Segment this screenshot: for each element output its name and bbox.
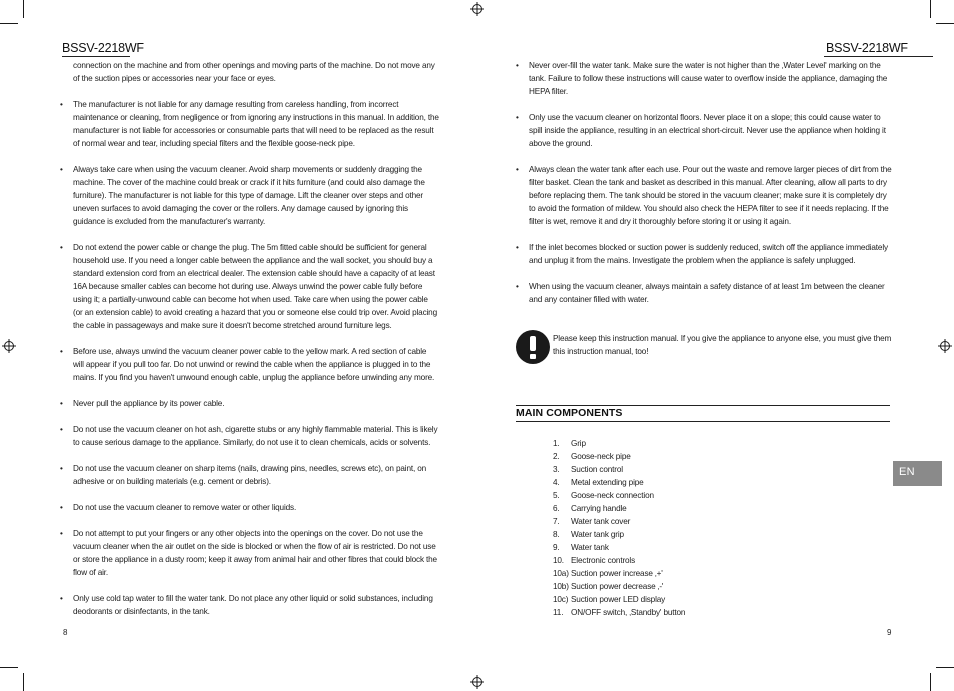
- safety-bullet-list: [60, 98, 439, 631]
- list-item: • If the inlet becomes blocked or suction power is suddenly reduced, switch off the appliance immediately and unplug it from the mains. Investigate the problem when the appliance is safely unplugged.: [516, 243, 888, 265]
- crop-mark: [936, 667, 954, 668]
- registration-mark-icon: [938, 339, 952, 353]
- model-number: BSSV-2218WF: [826, 41, 908, 55]
- list-item: • Do not extend the power cable or change the plug. The 5m fitted cable should be sufficient for general household use. If you need a longer cable between the appliance and the wall socket, you should buy a standard extension cord from an electrical dealer. The extension cable should have a capacity of at least 16A because smaller cables can become hot during use. Always unwind the power cable fully before using it; a partially-unwound cable can become hot when used. Take care when using the power cable (or an extension cable) to avoid creating a hazard that you or someone else could trip over. Avoid placing the cable in passageways and make sure it doesn't become stretched around furniture legs.: [60, 243, 437, 330]
- list-item: • Always clean the water tank after each use. Pour out the waste and remove larger pieces of dirt from the filter basket. Clean the tank and basket as described in this manual. After cleaning, allow all parts to dry before replacing them. The tank should be stored in the vacuum cleaner; make sure it is completely dry to avoid the formation of mildew. You should also check the HEPA filter to see if it needs replacing. If the filter is wet, remove it and dry it thoroughly before storing it or using it again.: [516, 165, 892, 226]
- crop-mark: [23, 673, 24, 691]
- list-item: • Always take care when using the vacuum cleaner. Avoid sharp movements or suddenly dragging the machine. The cover of the machine could break or crack if it hits furniture (and could also damage the furniture). The manufacturer is not liable for this type of damage. Lift the cleaner over steps and other uneven surfaces to avoid damaging the cover or the rollers. Any damage caused by ignoring this guidance is excluded from the manufacturer's warranty.: [60, 165, 425, 226]
- list-item: • Never pull the appliance by its power cable.: [60, 399, 225, 408]
- list-item: • Do not attempt to put your fingers or any other objects into the openings on the cover. Do not use the vacuum cleaner when the air outlet on the side is blocked or when the flow of air is restricted. Do not use or store the appliance in a dusty room; keep it away from animal hair and other fibres that could block the flow of air.: [60, 529, 437, 577]
- list-item: 7. Water tank cover: [553, 517, 631, 526]
- list-item: • Do not use the vacuum cleaner to remove water or other liquids.: [60, 503, 297, 512]
- list-item: 3. Suction control: [553, 465, 623, 474]
- language-tab: [893, 461, 942, 486]
- page-number: 9: [887, 628, 892, 637]
- list-item: 10b) Suction power decrease ‚-': [553, 582, 664, 591]
- list-item: • Do not use the vacuum cleaner on sharp items (nails, drawing pins, needles, screws etc), on paint, on adhesive or on building materials (e.g. cement or debris).: [60, 464, 427, 486]
- registration-mark-icon: [2, 339, 16, 353]
- header-rule: [62, 56, 130, 57]
- list-item: 10c) Suction power LED display: [553, 595, 666, 604]
- list-item: • Do not use the vacuum cleaner on hot ash, cigarette stubs or any highly flammable material. This is likely to cause serious damage to the appliance. Similarly, do not use it to clean chemicals, acids or solvents.: [60, 425, 438, 447]
- section-title: MAIN COMPONENTS: [516, 407, 623, 419]
- language-tab-label: EN: [899, 466, 915, 478]
- list-item: 8. Water tank grip: [553, 530, 624, 539]
- list-item: 9. Water tank: [553, 543, 609, 552]
- list-item: 10a) Suction power increase ‚+': [553, 569, 663, 578]
- safety-bullet-list: [516, 59, 895, 319]
- components-list: [553, 437, 685, 619]
- list-item: 5. Goose-neck connection: [553, 491, 654, 500]
- list-item: 4. Metal extending pipe: [553, 478, 644, 487]
- list-item: • Only use cold tap water to fill the water tank. Do not place any other liquid or solid substances, including deodorants or disinfectants, in the tank.: [60, 594, 433, 616]
- section-rule-top: [516, 405, 890, 406]
- continuation-paragraph: connection on the machine and from other openings and moving parts of the machine. Do not move any of the suction pipes or accessories near your face or eyes.: [73, 61, 435, 83]
- registration-mark-icon: [470, 675, 484, 689]
- list-item: 10. Electronic controls: [553, 556, 636, 565]
- crop-mark: [0, 23, 18, 24]
- crop-mark: [23, 0, 24, 18]
- list-item: 1. Grip: [553, 439, 586, 448]
- crop-mark: [930, 0, 931, 18]
- exclamation-icon: [516, 330, 550, 364]
- notice-text: Please keep this instruction manual. If you give the appliance to anyone else, you must give them this instruction manual, too!: [553, 334, 892, 356]
- header-rule: [824, 56, 933, 57]
- list-item: 11. ON/OFF switch, ‚Standby' button: [553, 608, 686, 617]
- section-rule-bottom: [516, 421, 890, 422]
- list-item: 6. Carrying handle: [553, 504, 627, 513]
- registration-mark-icon: [470, 2, 484, 16]
- crop-mark: [0, 667, 18, 668]
- page-number: 8: [63, 628, 68, 637]
- list-item: • Only use the vacuum cleaner on horizontal floors. Never place it on a slope; this could cause water to spill inside the appliance, resulting in an electrical short-circuit. Never use the appliance when holding it above the ground.: [516, 113, 886, 148]
- crop-mark: [936, 23, 954, 24]
- list-item: • When using the vacuum cleaner, always maintain a safety distance of at least 1m between the cleaner and any container filled with water.: [516, 282, 885, 304]
- list-item: 2. Goose-neck pipe: [553, 452, 631, 461]
- list-item: • Never over-fill the water tank. Make sure the water is not higher than the ‚Water Level' marking on the tank. Failure to follow these instructions will cause water to overflow inside the appliance, damaging the HEPA filter.: [516, 61, 888, 96]
- list-item: • The manufacturer is not liable for any damage resulting from careless handling, from incorrect maintenance or cleaning, from negligence or from ignoring any instructions in this manual. In addition, the manufacturer is not liable for accessories or consumable parts that will need to be replaced as the result of normal wear and tear, including special filters and the flexible goose-neck pipe.: [60, 100, 439, 148]
- crop-mark: [930, 673, 931, 691]
- list-item: • Before use, always unwind the vacuum cleaner power cable to the yellow mark. A red section of cable will appear if you pull too far. Do not unwind or rewind the cable when the appliance is plugged in to the mains. If you find you haven't unwound enough cable, unplug the appliance before unwinding any more.: [60, 347, 435, 382]
- model-number: BSSV-2218WF: [62, 41, 144, 55]
